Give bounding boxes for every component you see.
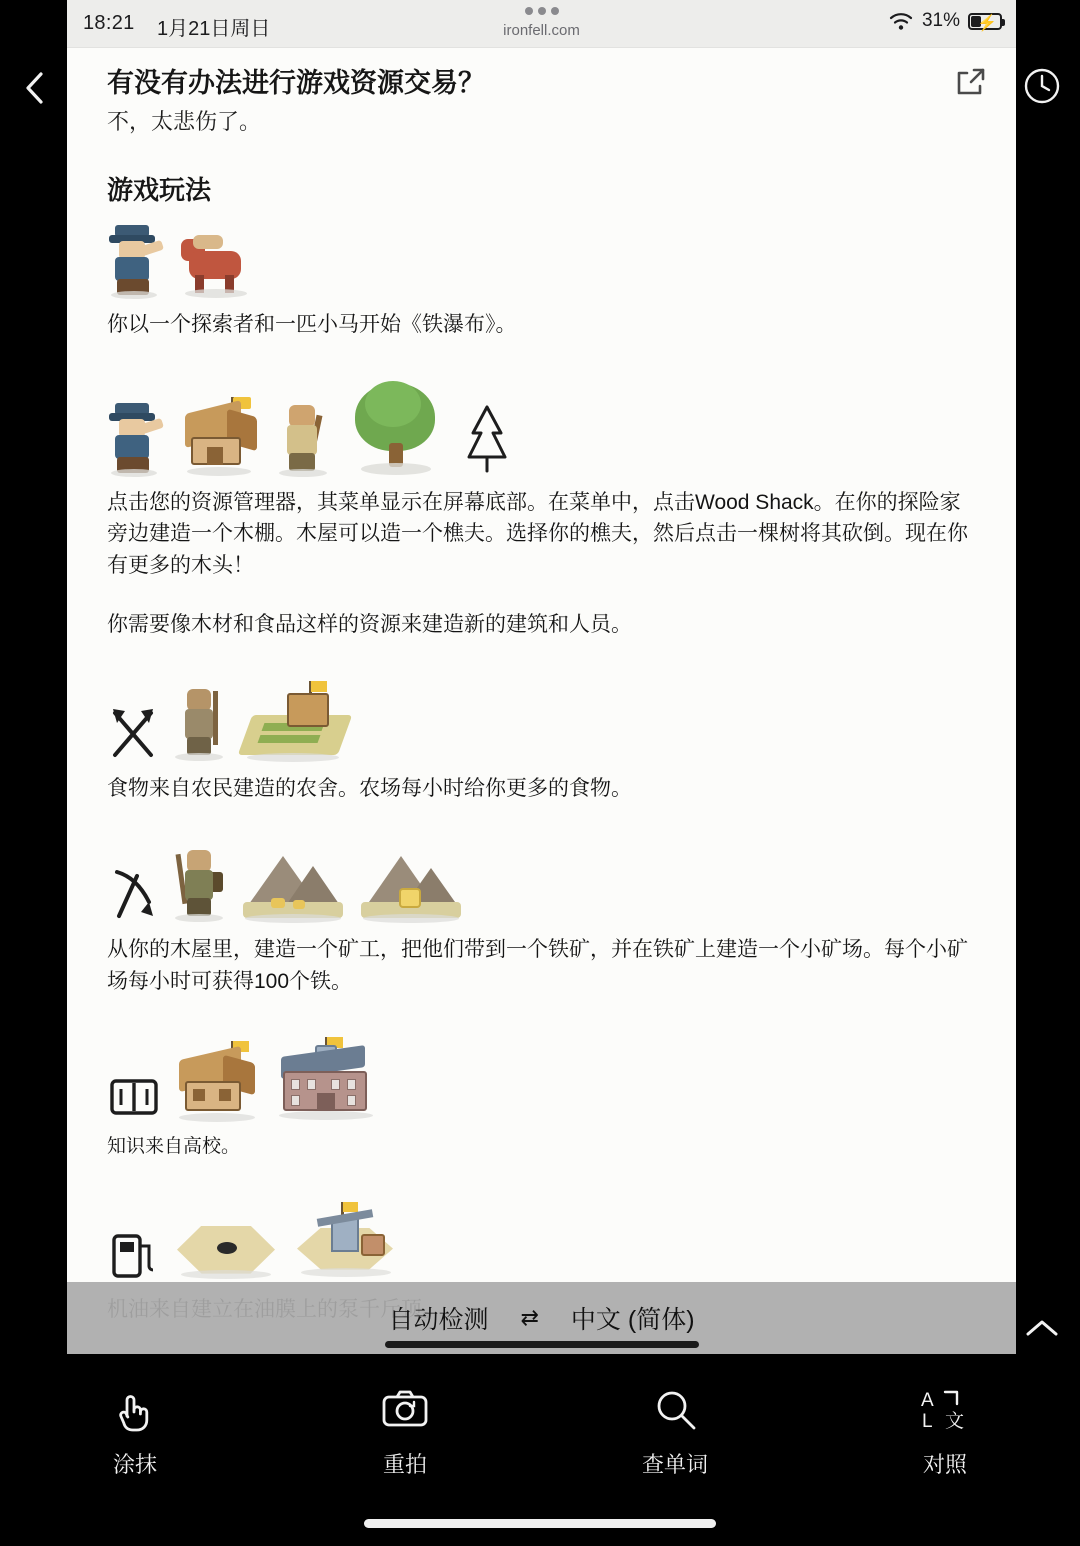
tool-compare[interactable]	[850, 1386, 1040, 1479]
sprite-row-food	[107, 681, 976, 763]
tool-lookup[interactable]	[580, 1386, 770, 1479]
wood-shack-sprite-icon	[183, 397, 261, 477]
camera-retake-icon	[380, 1386, 430, 1432]
battery-icon: ⚡	[968, 13, 1002, 30]
chevron-left-icon	[21, 71, 47, 105]
sprite-row-iron	[107, 844, 976, 924]
bottom-toolbar	[0, 1354, 1080, 1546]
paragraph-3: 你需要像木材和食品这样的资源来建造新的建筑和人员。	[107, 613, 632, 637]
smudge-hand-icon	[112, 1386, 158, 1432]
source-language[interactable]: 自动检测	[388, 1306, 489, 1334]
home-indicator[interactable]	[364, 1519, 716, 1528]
status-date: 1月21日周日	[157, 18, 271, 40]
small-mine-sprite-icon	[359, 850, 463, 924]
svg-text:A: A	[921, 1390, 934, 1411]
swap-arrows-icon[interactable]: ⇄	[520, 1305, 539, 1330]
explorer-sprite-icon	[107, 399, 169, 477]
sprite-row-oil	[107, 1202, 976, 1284]
document-title: 有没有办法进行游戏资源交易？	[107, 68, 485, 98]
paragraph-6: 知识来自高校。	[107, 1136, 241, 1158]
status-right	[888, 10, 1002, 32]
translate-bar[interactable]	[67, 1282, 1016, 1354]
battery-percent: 31%	[921, 10, 960, 31]
pony-sprite-icon	[183, 233, 253, 299]
tool-retake-label: 重拍	[382, 1452, 427, 1477]
captured-page[interactable]	[67, 0, 1016, 1354]
crossed-axes-icon	[107, 705, 159, 763]
pickaxe-icon	[107, 866, 159, 924]
oil-patch-sprite-icon	[173, 1218, 281, 1284]
back-button[interactable]	[8, 62, 60, 114]
paragraph-5: 从你的木屋里，建造一个矿工，把他们带到一个铁矿，并在铁矿上建造一个小矿场。每个小矿场每小时可获得100个铁。	[107, 938, 968, 993]
iron-deposit-sprite-icon	[241, 850, 345, 924]
tool-smudge-label: 涂抹	[112, 1452, 157, 1477]
lumberjack-sprite-icon	[275, 399, 333, 477]
pine-tree-outline-icon	[457, 401, 517, 477]
status-bar	[67, 0, 1016, 48]
history-button[interactable]	[1016, 60, 1068, 112]
tool-compare-label: 对照	[922, 1452, 967, 1477]
book-icon	[107, 1071, 161, 1123]
clock-icon	[1022, 66, 1062, 106]
miner-sprite-icon	[173, 844, 227, 924]
document-subtitle: 不，太悲伤了。	[107, 109, 262, 135]
page-url: ironfell.com	[503, 22, 580, 39]
tool-lookup-label: 查单词	[641, 1452, 708, 1477]
tool-smudge[interactable]	[40, 1386, 230, 1479]
status-time: 18:21	[83, 12, 135, 34]
sprite-row-wood	[107, 381, 976, 477]
wifi-icon	[888, 11, 914, 31]
school-sprite-icon	[175, 1041, 261, 1123]
farm-sprite-icon	[241, 681, 349, 763]
fuel-pump-icon	[107, 1228, 159, 1284]
chevron-up-icon	[1022, 1315, 1062, 1341]
tree-sprite-icon	[347, 381, 443, 477]
target-language[interactable]: 中文 (简体)	[570, 1306, 695, 1334]
page-home-indicator	[385, 1341, 699, 1348]
tab-dots	[525, 7, 559, 15]
university-sprite-icon	[275, 1037, 377, 1123]
sprite-row-knowledge	[107, 1037, 976, 1123]
tool-retake[interactable]	[310, 1386, 500, 1479]
farmer-sprite-icon	[173, 683, 227, 763]
compare-text-icon	[919, 1386, 971, 1432]
pumpjack-sprite-icon	[295, 1202, 397, 1284]
paragraph-1: 你以一个探索者和一匹小马开始《铁瀑布》。	[107, 313, 517, 337]
explorer-sprite-icon	[107, 221, 169, 299]
search-word-icon	[652, 1386, 698, 1432]
document-content	[67, 48, 1016, 1354]
sprite-row-start	[107, 221, 976, 299]
svg-text:L: L	[922, 1411, 933, 1432]
paragraph-2: 点击您的资源管理器，其菜单显示在屏幕底部。在菜单中，点击Wood Shack。在你的探险家旁边建造一个木棚。木屋可以造一个樵夫。选择你的樵夫，然后点击一棵树将其砍倒。现在你有更多的木头！	[107, 490, 968, 577]
section-heading: 游戏玩法	[107, 175, 212, 206]
paragraph-4: 食物来自农民建造的农舍。农场每小时给你更多的食物。	[107, 776, 632, 800]
svg-text:文: 文	[945, 1411, 965, 1432]
collapse-button[interactable]	[1016, 1302, 1068, 1354]
